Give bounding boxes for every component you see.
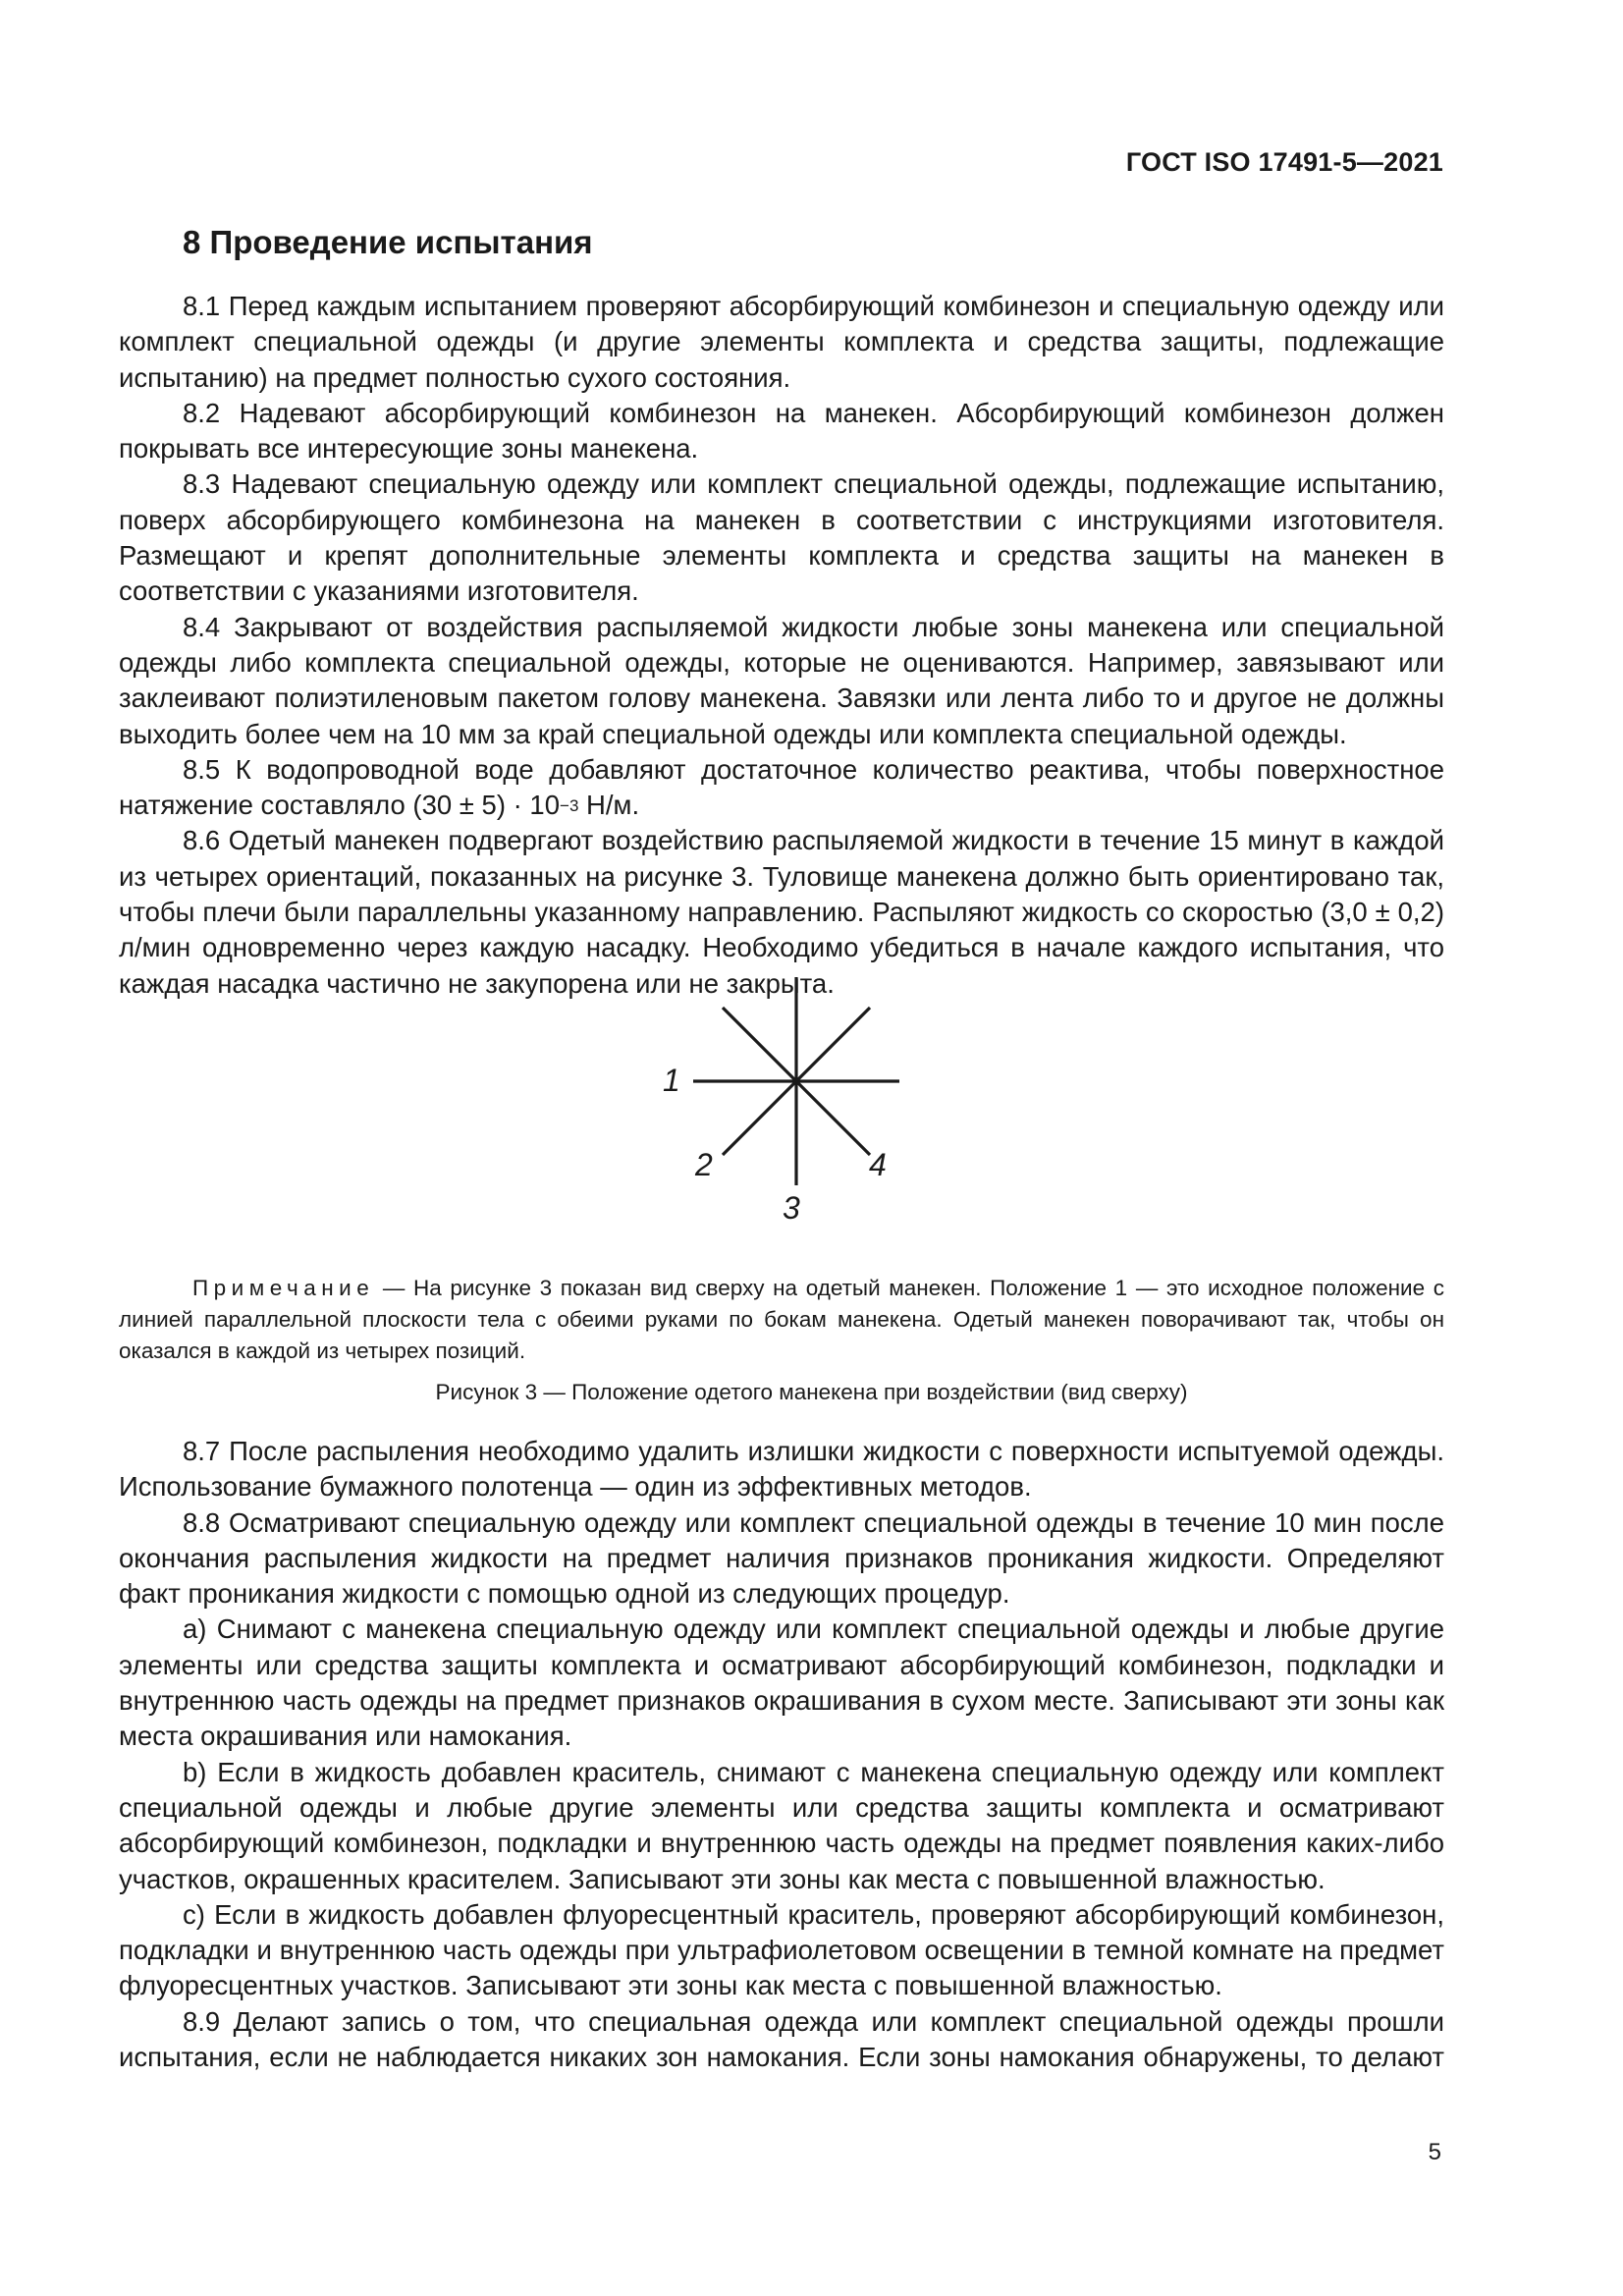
paragraph-8-4: 8.4 Закрывают от воздействия распыляемой жидкости любые зоны манекена или специальной одежды либо комплекта специальной одежды, которые не оцениваются. Например, завязывают или заклеивают полиэтиленовым пакетом голову манекена. Завязки или лента либо то и другое не должны выходить более чем на 10 мм за край специальной одежды или комплекта специальной одежды. <box>119 611 1444 749</box>
figure-3 <box>0 972 1623 1228</box>
text-block-lower <box>119 1434 1444 2075</box>
page-number: 5 <box>1428 2139 1441 2165</box>
paragraph-8-9: 8.9 Делают запись о том, что специальная одежда или комплект специальной одежды прошли испытания, если не наблюдается никаких зон намокания. Если зоны намокания обнаружены, то делают <box>119 2005 1444 2073</box>
position-label-3: 3 <box>783 1190 800 1226</box>
exponent: −3 <box>560 796 579 816</box>
paragraph-8-2: 8.2 Надевают абсорбирующий комбинезон на манекен. Абсорбирующий комбинезон должен покрывать все интересующие зоны манекена. <box>119 397 1444 465</box>
note-text: — На рисунке 3 показан вид сверху на одетый манекен. Положение 1 — это исходное положение с линией параллельной плоскости тела с обеими руками по бокам манекена. Одетый манекен поворачивают так, чтобы он оказался в каждой из четырех позиций. <box>119 1276 1444 1363</box>
paragraph-8-5-text: 8.5 К водопроводной воде добавляют достаточное количество реактива, чтобы поверхностное натяжение составляло (30 ± 5) · 10 <box>119 753 1444 821</box>
paragraph-8-8: 8.8 Осматривают специальную одежду или комплект специальной одежды в течение 10 мин после окончания распыления жидкости на предмет наличия признаков проникания жидкости. Определяют факт проникания жидкости с помощью одной из следующих процедур. <box>119 1506 1444 1610</box>
document-code: ГОСТ ISO 17491-5—2021 <box>1125 147 1443 177</box>
paragraph-8-3: 8.3 Надевают специальную одежду или комплект специальной одежды, подлежащие испытанию, поверх абсорбирующего комбинезона на манекен в соответствии с инструкциями изготовителя. Размещают и крепят дополнительные элементы комплекта и средства защиты на манекен в соответствии с указаниями изготовителя. <box>119 468 1444 607</box>
section-heading: 8 Проведение испытания <box>183 224 593 260</box>
note-prefix: Примечание <box>192 1276 375 1300</box>
text-block-upper <box>119 289 1444 1002</box>
figure-caption: Рисунок 3 — Положение одетого манекена при воздействии (вид сверху) <box>435 1380 1188 1404</box>
paragraph-8-6: 8.6 Одетый манекен подвергают воздействию распыляемой жидкости в течение 15 минут в каждой из четырех ориентаций, показанных на рисунке 3. Туловище манекена должно быть ориентировано так, чтобы плечи были параллельны указанному направлению. Распыляют жидкость со скоростью (3,0 ± 0,2) л/мин одновременно через каждую насадку. Необходимо убедиться в начале каждого испытания, что каждая насадка частично не закупорена или не закрыта. <box>119 825 1444 999</box>
position-label-4: 4 <box>869 1147 887 1182</box>
list-item-c: c) Если в жидкость добавлен флуоресцентный краситель, проверяют абсорбирующий комбинезон, подкладки и внутреннюю часть одежды при ультрафиолетовом освещении в темной комнате на предмет флуоресцентных участков. Записывают эти зоны как места с повышенной влажностью. <box>119 1898 1444 2001</box>
orientation-diagram <box>0 972 1623 1228</box>
unit: Н/м. <box>578 790 640 821</box>
paragraph-8-5 <box>119 752 1444 824</box>
position-label-2: 2 <box>695 1147 713 1182</box>
list-item-b: b) Если в жидкость добавлен краситель, снимают с манекена специальную одежду или комплект специальной одежды и любые другие элементы или средства защиты комплекта и осматривают абсорбирующий комбинезон, подкладки и внутреннюю часть одежды на предмет появления каких-либо участков, окрашенных красителем. Записывают эти зоны как места с повышенной влажностью. <box>119 1756 1444 1894</box>
paragraph-8-7: 8.7 После распыления необходимо удалить излишки жидкости с поверхности испытуемой одежды. Использование бумажного полотенца — один из эффективных методов. <box>119 1436 1444 1503</box>
position-label-1: 1 <box>663 1063 680 1098</box>
figure-note <box>119 1273 1444 1367</box>
paragraph-8-1: 8.1 Перед каждым испытанием проверяют абсорбирующий комбинезон и специальную одежду или комплект специальной одежды (и другие элементы комплекта и средства защиты, подлежащие испытанию) на предмет полностью сухого состояния. <box>119 291 1444 393</box>
list-item-a: a) Снимают с манекена специальную одежду или комплект специальной одежды и любые другие элементы или средства защиты комплекта и осматривают абсорбирующий комбинезон, подкладки и внутреннюю часть одежды на предмет признаков окрашивания в сухом месте. Записывают эти зоны как места окрашивания или намокания. <box>119 1613 1444 1752</box>
